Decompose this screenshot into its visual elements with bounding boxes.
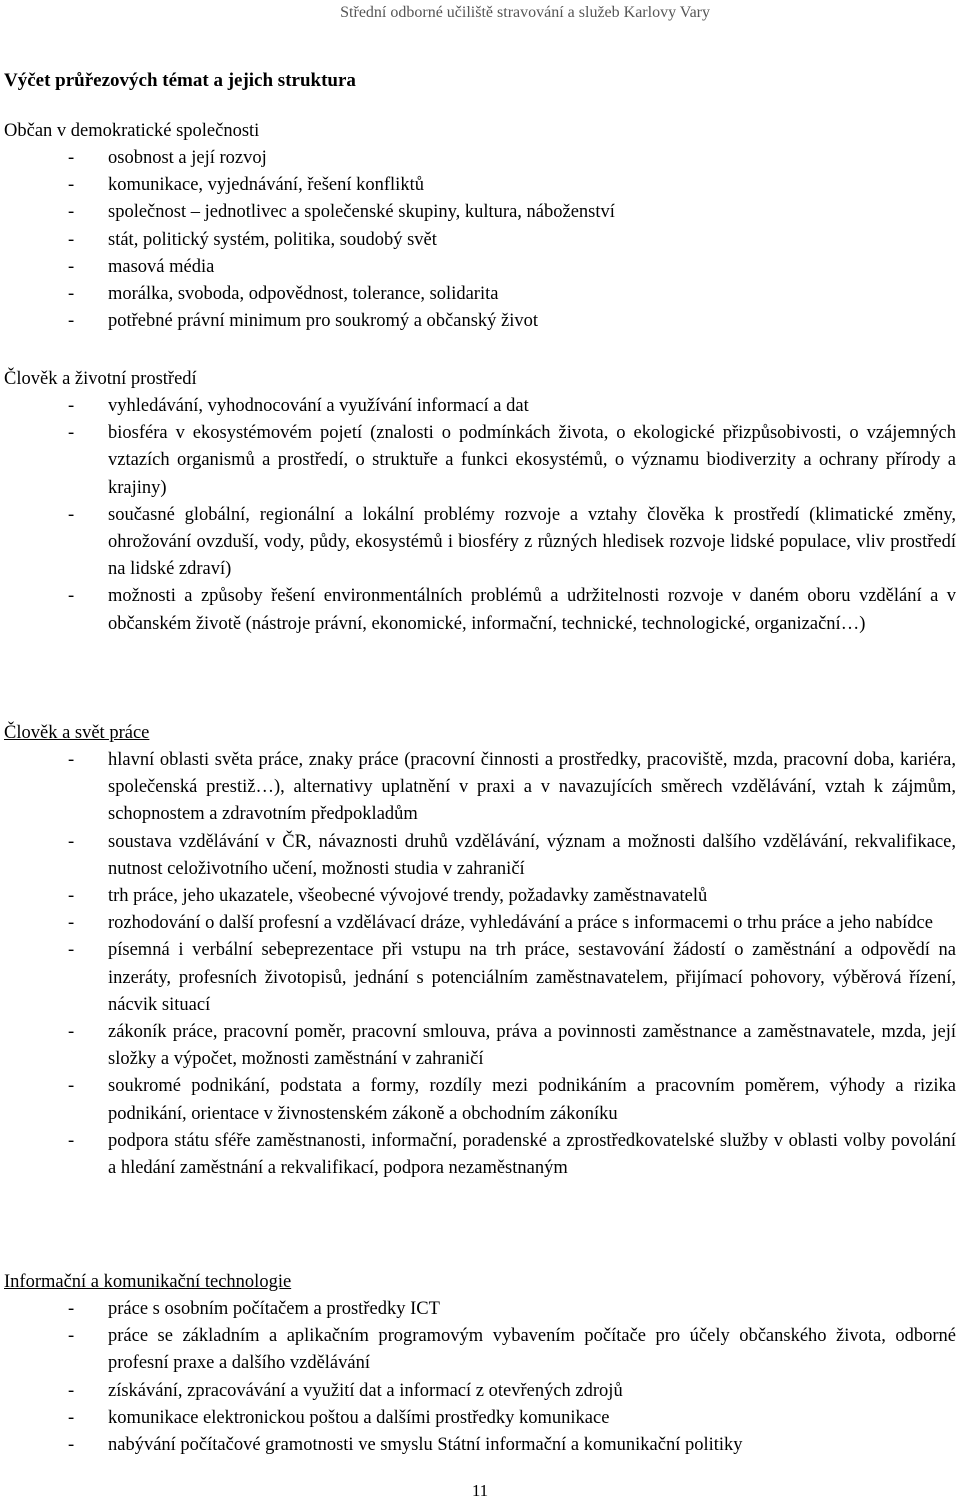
page-number: 11: [471, 1481, 489, 1500]
list-item-text: práce s osobním počítačem a prostředky ICT: [108, 1299, 440, 1319]
section-ict: [4, 1269, 956, 1459]
section-title: Občan v demokratické společnosti: [4, 121, 260, 141]
bullet-dash: -: [68, 396, 75, 416]
list-item-text: podpora státu sféře zaměstnanosti, informační, poradenské a zprostředkovatelské služby v oblasti volby povolání a hledání zaměstnání a rekvalifikací, podpora nezaměstnaným: [108, 1130, 956, 1179]
topic-list: [4, 1296, 956, 1459]
list-item: [4, 1296, 956, 1323]
bullet-dash: -: [68, 1380, 75, 1401]
section-svet-prace: [4, 720, 956, 1182]
list-item-text: biosféra v ekosystémovém pojetí (znalosti o podmínkách života, o ekologické přizpůsobivosti, o vzájemných vztazích organismů a prostředí, o struktuře a funkci ekosystémů, o významu biodiverzity a ochrany přírody a krajiny): [108, 423, 956, 498]
list-item-text: soustava vzdělávání v ČR, návaznosti druhů vzdělávání, význam a možnosti dalšího vzdělávání, rekvalifikace, nutnost celoživotního učení, možnosti studia v zahraničí: [108, 831, 956, 879]
bullet-dash: -: [68, 423, 75, 444]
list-item: [4, 883, 956, 910]
list-item: [4, 420, 956, 502]
list-item-text: získávání, zpracovávání a využití dat a informací z otevřených zdrojů: [108, 1380, 623, 1401]
bullet-dash: -: [68, 1299, 75, 1319]
bullet-dash: -: [68, 1435, 75, 1456]
list-item-text: stát, politický systém, politika, soudobý svět: [108, 229, 437, 250]
list-item: [4, 583, 956, 637]
list-item-text: trh práce, jeho ukazatele, všeobecné vývojové trendy, požadavky zaměstnavatelů: [108, 886, 708, 907]
list-item: [4, 199, 956, 226]
list-item-text: soukromé podnikání, podstata a formy, rozdíly mezi podnikáním a pracovním poměrem, výhody a rizika podnikání, orientace v živnostenském zákoně a obchodním zákoníku: [108, 1076, 956, 1124]
bullet-dash: -: [68, 940, 75, 961]
list-item: [4, 1405, 956, 1432]
section-title: Informační a komunikační technologie: [4, 1272, 292, 1292]
list-item: [4, 145, 956, 172]
section-zivotni-prostredi: [4, 366, 956, 638]
list-item: [4, 1323, 956, 1377]
list-item-text: masová média: [108, 256, 215, 277]
bullet-dash: -: [68, 311, 75, 332]
list-item: [4, 937, 956, 1019]
list-item-text: současné globální, regionální a lokální problémy rozvoje a vztahy člověka k prostředí (klimatické změny, ohrožování ovzduší, vody, půdy, ekosystémů i biosféry z různých hledisek rozvoje lidské populace, vliv prostředí na lidské zdraví): [108, 504, 956, 580]
list-item: [4, 1432, 956, 1459]
bullet-dash: -: [68, 1407, 75, 1428]
section-title: Člověk a svět práce: [4, 723, 150, 743]
bullet-dash: -: [68, 1326, 75, 1347]
list-item-text: hlavní oblasti světa práce, znaky práce (pracovní činnosti a prostředky, pracoviště, mzda, pracovní doba, kariéra, společenská prestiž…), alternativy uplatnění v praxi a v navazujících směrech vzdělávání, vztah k zájmům, schopnostem a zdravotním předpokladům: [108, 750, 956, 825]
list-item: [4, 910, 956, 937]
bullet-dash: -: [68, 913, 75, 934]
list-item: [4, 829, 956, 883]
list-item: [4, 747, 956, 829]
list-item-text: práce se základním a aplikačním programovým vybavením počítače pro účely občanského života, odborné profesní praxe a dalšího vzdělávání: [108, 1326, 956, 1374]
list-item-text: osobnost a její rozvoj: [108, 148, 267, 168]
section-title: Člověk a životní prostředí: [4, 369, 197, 389]
list-item-text: potřebné právní minimum pro soukromý a občanský život: [108, 311, 539, 332]
bullet-dash: -: [68, 148, 75, 168]
list-item-text: komunikace, vyjednávání, řešení konfliktů: [108, 175, 424, 196]
topic-list: [4, 393, 956, 638]
list-item: [4, 254, 956, 281]
bullet-dash: -: [68, 229, 75, 250]
list-item: [4, 281, 956, 308]
bullet-dash: -: [68, 175, 75, 196]
list-item-text: morálka, svoboda, odpovědnost, tolerance, solidarita: [108, 284, 499, 305]
bullet-dash: -: [68, 1022, 75, 1043]
list-item: [4, 393, 956, 420]
list-item: [4, 1019, 956, 1073]
list-item: [4, 227, 956, 254]
list-item: [4, 172, 956, 199]
list-item-text: možnosti a způsoby řešení environmentálních problémů a udržitelnosti rozvoje v daném oboru vzdělání a v občanském životě (nástroje právní, ekonomické, informační, technické, technologické, organizační…): [108, 586, 956, 634]
list-item-text: společnost – jednotlivec a společenské skupiny, kultura, náboženství: [108, 202, 615, 223]
bullet-dash: -: [68, 1130, 75, 1151]
list-item: [4, 1073, 956, 1127]
list-item: [4, 1378, 956, 1405]
list-item-text: písemná i verbální sebeprezentace při vstupu na trh práce, sestavování žádostí o zaměstnání a odpovědí na inzeráty, profesních životopisů, jednání s potenciálním zaměstnavatelem, přijímací pohovory, výběrová řízení, nácvik situací: [108, 940, 956, 1015]
running-header: Střední odborné učiliště stravování a služeb Karlovy Vary: [340, 4, 710, 21]
list-item: [4, 308, 956, 335]
bullet-dash: -: [68, 202, 75, 223]
list-item-text: rozhodování o další profesní a vzdělávací dráze, vyhledávání a práce s informacemi o trhu práce a jeho nabídce: [108, 913, 933, 934]
list-item-text: nabývání počítačové gramotnosti ve smyslu Státní informační a komunikační politiky: [108, 1435, 743, 1456]
bullet-dash: -: [68, 1076, 75, 1097]
bullet-dash: -: [68, 284, 75, 305]
bullet-dash: -: [68, 256, 75, 277]
bullet-dash: -: [68, 886, 75, 907]
topic-list: [4, 747, 956, 1182]
list-item-text: zákoník práce, pracovní poměr, pracovní smlouva, práva a povinnosti zaměstnance a zaměstnavatele, mzda, její složky a výpočet, možnosti zaměstnání v zahraničí: [108, 1022, 956, 1070]
bullet-dash: -: [68, 831, 75, 852]
list-item-text: vyhledávání, vyhodnocování a využívání informací a dat: [108, 396, 529, 416]
list-item: [4, 502, 956, 584]
topic-list: [4, 145, 956, 335]
bullet-dash: -: [68, 586, 75, 607]
list-item: [4, 1128, 956, 1182]
page-title: Výčet průřezových témat a jejich struktura: [4, 70, 356, 91]
section-obcan: [4, 118, 956, 335]
list-item-text: komunikace elektronickou poštou a dalšími prostředky komunikace: [108, 1407, 610, 1428]
bullet-dash: -: [68, 504, 75, 525]
bullet-dash: -: [68, 750, 75, 770]
